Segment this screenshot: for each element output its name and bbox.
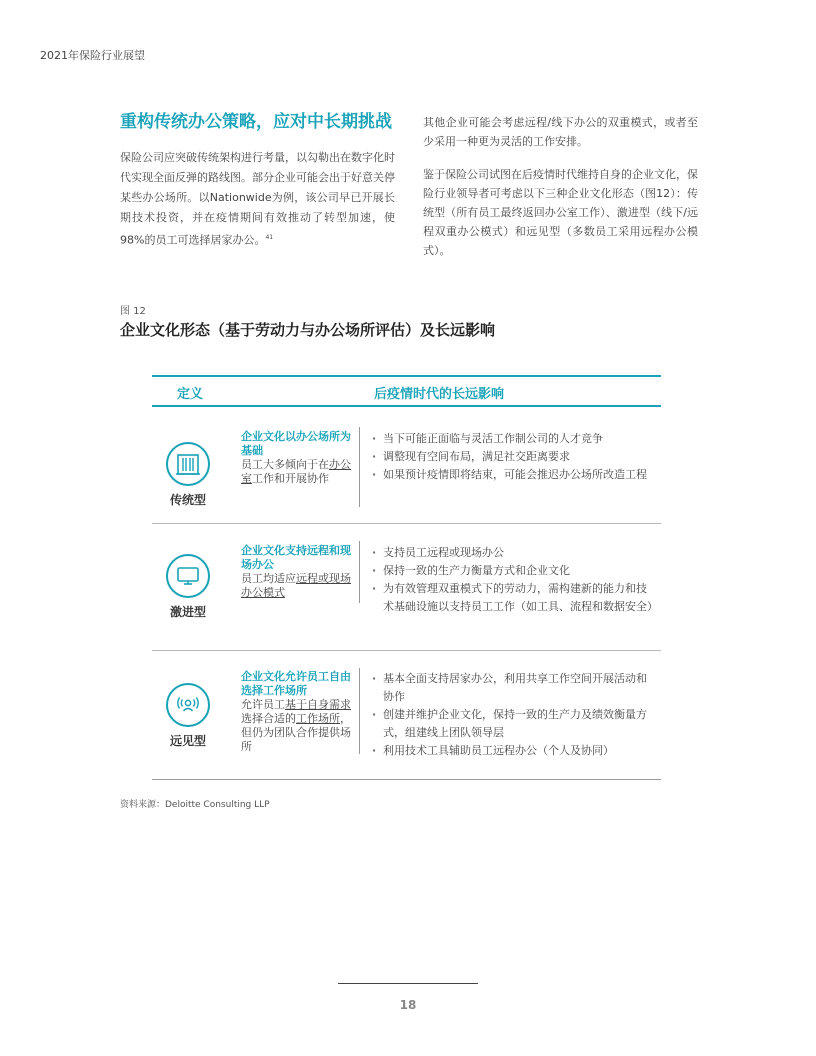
list-item: · 保持一致的生产力衡量方式和企业文化 (372, 562, 657, 580)
left-column (120, 110, 395, 251)
page-number: 18 (399, 998, 417, 1012)
list-item: · 支持员工远程或现场办公 (372, 544, 657, 562)
row-type-label: 传统型 (169, 493, 206, 507)
row-type-label: 激进型 (169, 605, 206, 619)
header-impact: 后疫情时代的长远影响 (374, 387, 505, 402)
row-definition: 企业文化支持远程和现场办公 员工均适应远程或现场办公模式 (241, 544, 351, 599)
column-divider (359, 541, 360, 603)
section-title: 重构传统办公策略，应对中长期挑战 (120, 112, 392, 132)
remote-person-icon (166, 683, 210, 727)
column-divider (359, 427, 360, 507)
source-note: 资料来源：Deloitte Consulting LLP (120, 800, 270, 810)
column-divider (359, 668, 360, 754)
list-item: · 如果预计疫情即将结束，可能会推迟办公场所改造工程 (372, 466, 657, 484)
row-type-label: 远见型 (169, 734, 206, 748)
table-row (152, 407, 661, 524)
list-item: · 利用技术工具辅助员工远程办公（个人及协同） (372, 742, 657, 760)
left-paragraph: 保险公司应突破传统架构进行考量，以勾勒出在数字化时代实现全面反弹的路线图。部分企业可能会出于好意关停某些办公场所。以Nationwide为例，该公司早已开展长期技术投资，并在疫情期间有效推动了转型加速，使98%的员工可选择居家办公。$^{41}$ (120, 151, 395, 247)
table-row (152, 651, 661, 780)
list-item: · 基本全面支持居家办公，利用共享工作空间开展活动和协作 (372, 670, 657, 706)
document-header: 2021年保险行业展望 (40, 49, 145, 62)
right-column (423, 113, 698, 260)
list-item: · 当下可能正面临与灵活工作制公司的人才竞争 (372, 430, 657, 448)
table-row (152, 524, 661, 651)
footer-divider (338, 983, 478, 984)
office-building-icon (166, 442, 210, 486)
impact-list (372, 430, 657, 484)
row-definition: 企业文化允许员工自由选择工作场所 允许员工基于自身需求选择合适的工作场所，但仍为团队合作提供场所 (241, 670, 351, 753)
list-item: · 创建并维护企业文化，保持一致的生产力及绩效衡量方式，组建线上团队领导层 (372, 706, 657, 742)
culture-table (152, 375, 661, 780)
impact-list (372, 670, 657, 760)
list-item: · 调整现有空间布局，满足社交距离要求 (372, 448, 657, 466)
list-item: · 为有效管理双重模式下的劳动力，需构建新的能力和技术基础设施以支持员工工作（如工具、流程和数据安全） (372, 580, 657, 616)
right-paragraph-2: 鉴于保险公司试图在后疫情时代维持自身的企业文化，保险行业领导者可考虑以下三种企业文化形态（图12）：传统型（所有员工最终返回办公室工作）、激进型（线下/远程双重办公模式）和远见型（多数员工采用远程办公模式）。 (423, 168, 698, 257)
figure-label: 图 12 (120, 306, 146, 317)
right-paragraph-1: 其他企业可能会考虑远程/线下办公的双重模式，或者至少采用一种更为灵活的工作安排。 (423, 116, 698, 148)
footnote-marker: 41 (265, 234, 274, 241)
impact-list (372, 544, 657, 616)
row-definition: 企业文化以办公场所为基础 员工大多倾向于在办公室工作和开展协作 (241, 430, 351, 485)
header-definition: 定义 (177, 387, 204, 402)
monitor-icon (166, 554, 210, 598)
figure-title: 企业文化形态（基于劳动力与办公场所评估）及长远影响 (120, 321, 496, 339)
table-header (152, 375, 661, 407)
